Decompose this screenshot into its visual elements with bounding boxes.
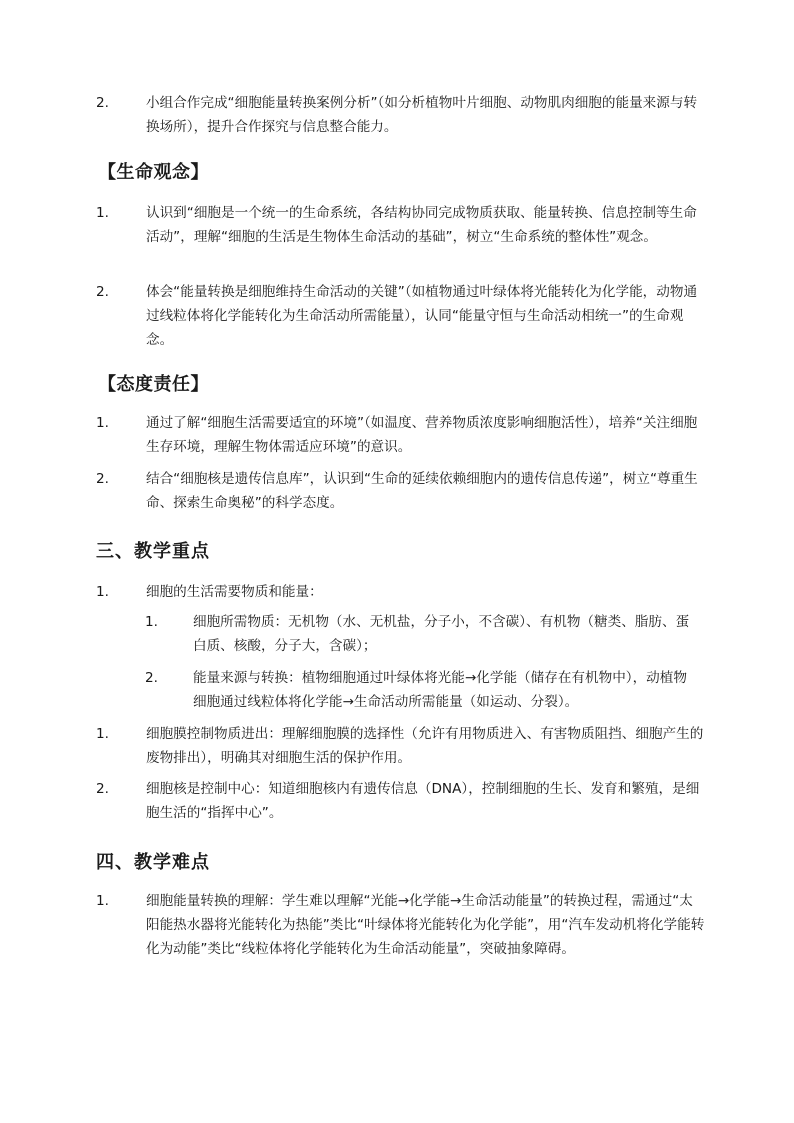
list-text: 通过了解“细胞生活需要适宜的环境”（如温度、营养物质浓度影响细胞活性），培养“关注细胞生存环境，理解生物体需适应环境”的意识。 [146, 415, 698, 455]
list-number: 1. [96, 415, 109, 431]
list-text: 细胞膜控制物质进出：理解细胞膜的选择性（允许有用物质进入、有害物质阻挡、细胞产生的废物排出），明确其对细胞生活的保护作用。 [146, 726, 704, 766]
list-number: 2. [96, 781, 109, 797]
list-text: 细胞能量转换的理解：学生难以理解“光能→化学能→生命活动能量”的转换过程，需通过“太阳能热水器将光能转化为热能”类比“叶绿体将光能转化为化学能”，用“汽车发动机将化学能转化为动能”类比“线粒体将化学能转化为生命活动能量”，突破抽象障碍。 [146, 893, 705, 957]
list-number: 2. [96, 95, 109, 111]
list-text: 细胞所需物质：无机物（水、无机盐，分子小，不含碳）、有机物（糖类、脂肪、蛋白质、核酸，分子大，含碳）； [193, 614, 690, 654]
list-number: 2. [96, 284, 109, 300]
list-text: 小组合作完成“细胞能量转换案例分析”（如分析植物叶片细胞、动物肌肉细胞的能量来源与转换场所），提升合作探究与信息整合能力。 [146, 95, 698, 135]
list-text: 体会“能量转换是细胞维持生命活动的关键”（如植物通过叶绿体将光能转化为化学能，动物通过线粒体将化学能转化为生命活动所需能量），认同“能量守恒与生命活动相统一”的生命观念。 [146, 284, 698, 348]
list-number: 2. [96, 471, 109, 487]
list-number: 1. [96, 584, 109, 600]
list-text: 细胞核是控制中心：知道细胞核内有遗传信息（DNA），控制细胞的生长、发育和繁殖，是细胞生活的“指挥中心”。 [146, 781, 700, 821]
list-number: 1. [96, 893, 109, 909]
list-text: 能量来源与转换：植物细胞通过叶绿体将光能→化学能（储存在有机物中），动植物细胞通过线粒体将化学能→生命活动所需能量（如运动、分裂）。 [193, 670, 687, 710]
list-text: 结合“细胞核是遗传信息库”，认识到“生命的延续依赖细胞内的遗传信息传递”，树立“尊重生命、探索生命奥秘”的科学态度。 [146, 471, 698, 511]
list-number: 2. [145, 670, 158, 686]
list-number: 1. [96, 726, 109, 742]
list-number: 1. [96, 205, 109, 221]
section-heading: 【态度责任】 [98, 374, 209, 395]
section-title: 四、教学难点 [96, 852, 210, 873]
list-text: 认识到“细胞是一个统一的生命系统，各结构协同完成物质获取、能量转换、信息控制等生命活动”，理解“细胞的生活是生物体生命活动的基础”，树立“生命系统的整体性”观念。 [146, 205, 697, 245]
section-title: 三、教学重点 [96, 541, 210, 562]
list-number: 1. [145, 614, 158, 630]
section-heading: 【生命观念】 [98, 162, 209, 183]
list-text: 细胞的生活需要物质和能量： [146, 584, 323, 600]
